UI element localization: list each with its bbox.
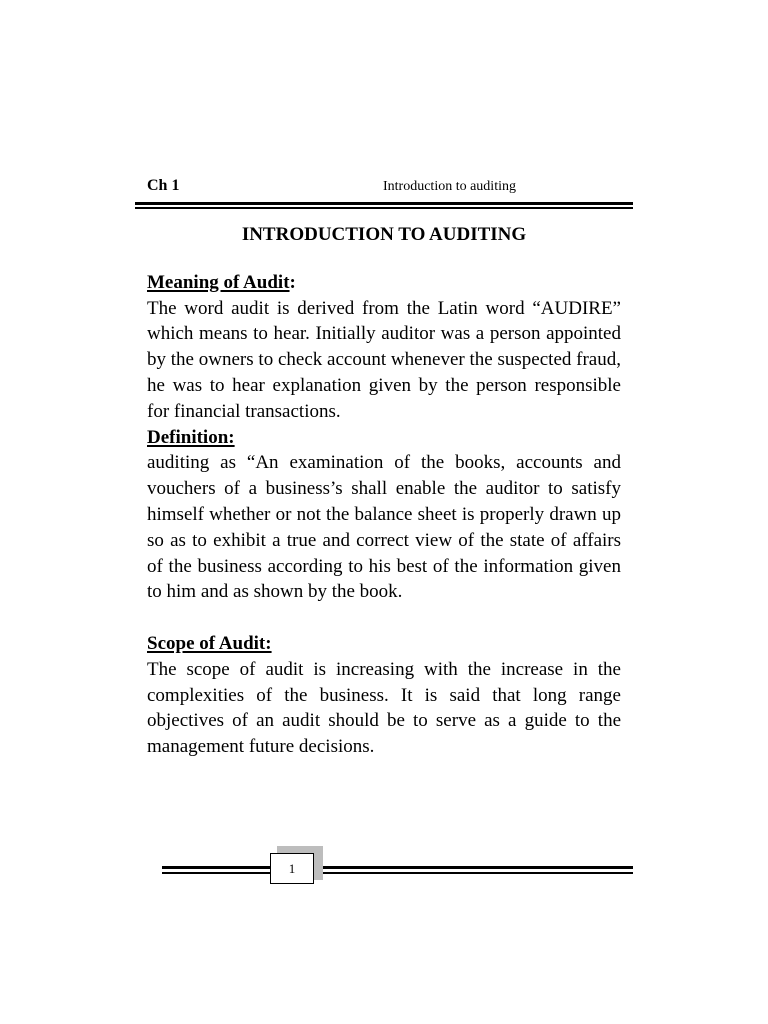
meaning-heading: [147, 270, 621, 296]
definition-paragraph: auditing as “An examination of the books, accounts and vouchers of a business’s shall enable the auditor to satisfy himself whether or not the balance sheet is properly drawn up so as to exhibit a true and correct view of the state of affairs of the business according to his best of the information given to him and as shown by the book.: [147, 452, 621, 603]
meaning-heading-colon: :: [289, 271, 296, 293]
definition-heading-text: Definition:: [147, 426, 235, 448]
header-rule-thin: [135, 207, 633, 209]
running-header-title: Introduction to auditing: [383, 179, 516, 194]
page-header: [147, 177, 633, 199]
footer-rule-thick: [162, 866, 633, 869]
scope-heading-text: Scope of Audit:: [147, 632, 272, 654]
section-spacer: [147, 605, 621, 631]
document-title: INTRODUCTION TO AUDITING: [241, 224, 527, 245]
footer-rule-thin: [162, 872, 633, 874]
scope-heading: [147, 631, 621, 657]
chapter-label: Ch 1: [147, 177, 180, 194]
header-rule-thick: [135, 202, 633, 205]
meaning-heading-text: Meaning of Audit: [147, 271, 290, 293]
definition-heading: [147, 425, 621, 451]
scope-paragraph: The scope of audit is increasing with the increase in the complexities of the business. It is said that long range objectives of an audit should be to serve as a guide to the management future decisions.: [147, 658, 621, 758]
page-number: 1: [270, 853, 314, 884]
page-content: [147, 218, 621, 760]
meaning-paragraph: The word audit is derived from the Latin word “AUDIRE” which means to hear. Initially auditor was a person appointed by the owners to check account whenever the suspected fraud, he was to hear explanation given by the person responsible for financial transactions.: [147, 297, 621, 422]
